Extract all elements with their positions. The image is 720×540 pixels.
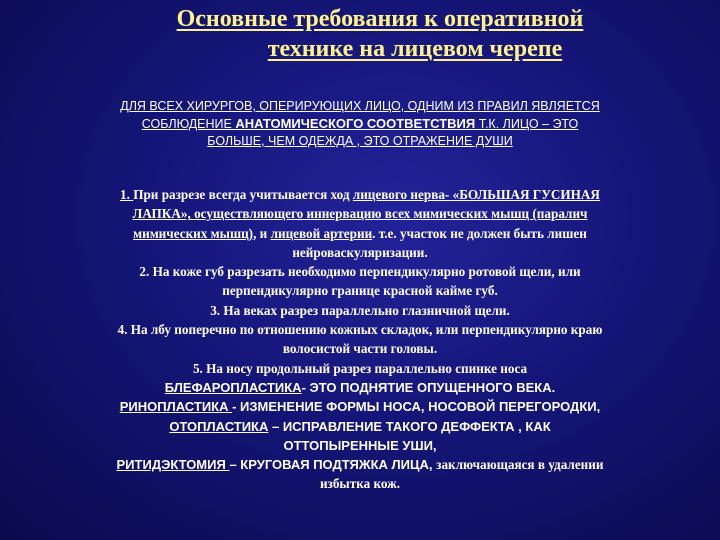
intro-line-2 [0,115,720,133]
title-line-2: технике на лицевом черепе [267,36,563,62]
rule-number: 1. [120,187,134,202]
definition-term: РИТИДЭКТОМИЯ [116,457,230,473]
definition-rhytidectomy-cont: избытка кож. [319,476,401,492]
rule-5: 5. На носу продольный разрез параллельно спинке носа [192,360,528,376]
rule-2-cont: перпендикулярно границе красной кайме губ. [222,283,498,299]
intro-text: Т.К. ЛИЦО – ЭТО [475,117,579,131]
definition-text: заключающаяся в удалении [436,457,604,473]
definition-otoplasty-cont: ОТТОПЫРЕННЫЕ УШИ, [283,437,437,453]
rule-term: лицевого нерва- «БОЛЬШАЯ ГУСИНАЯ [352,187,600,202]
rule-3: 3. На веках разрез параллельно глазничной щели. [210,302,510,318]
title-line-1: Основные требования к оперативной [176,6,584,32]
definition-term: БЛЕФАРОПЛАСТИКА [164,379,302,395]
definition-text: – КРУГОВАЯ ПОДТЯЖКА ЛИЦА, [229,457,437,473]
intro-line-3: БОЛЬШЕ, ЧЕМ ОДЕЖДА , ЭТО ОТРАЖЕНИЕ ДУШИ [207,134,513,148]
definition-blepharoplasty [6,378,714,397]
rule-term: мимических мышц) [133,225,254,241]
definition-otoplasty [6,417,714,436]
rule-text: . т.е. участок не должен быть лишен [372,225,587,241]
definition-text: - ИЗМЕНЕНИЕ ФОРМЫ НОСА, НОСОВОЙ ПЕРЕГОРОДКИ, [232,399,601,415]
rule-1-cont [6,204,714,223]
slide-title [0,4,720,64]
rule-2: 2. На коже губ разрезать необходимо перпендикулярно ротовой щели, или [139,264,581,280]
rule-1 [6,185,714,204]
rule-text: , и [253,225,271,241]
intro-highlight: АНАТОМИЧЕСКОГО СООТВЕТСТВИЯ [235,116,476,131]
intro-line-1: ДЛЯ ВСЕХ ХИРУРГОВ, ОПЕРИРУЮЩИХ ЛИЦО, ОДНИМ ИЗ ПРАВИЛ ЯВЛЯЕТСЯ [120,99,600,113]
definition-rhinoplasty [6,397,714,416]
intro-paragraph [0,98,720,150]
definition-text: – ИСПРАВЛЕНИЕ ТАКОГО ДЕФФЕКТА , КАК [268,418,551,434]
intro-text: СОБЛЮДЕНИЕ [141,117,236,131]
rule-1-cont: нейроваскуляризации. [292,244,428,260]
definition-rhytidectomy [6,455,714,474]
rule-1-cont [6,224,714,243]
definition-text: - ЭТО ПОДНЯТИЕ ОПУЩЕННОГО ВЕКА. [301,379,556,395]
rule-term: лицевой артерии [270,225,373,241]
rule-text: При разрезе всегда учитывается ход [133,187,353,202]
rule-4: 4. На лбу поперечно по отношению кожных складок, или перпендикулярно краю [117,322,603,338]
rules-list [6,185,714,494]
definition-term: ОТОПЛАСТИКА [169,418,269,434]
rule-term: ЛАПКА», осуществляющего иннервацию всех мимических мышц (паралич [132,206,588,222]
definition-term: РИНОПЛАСТИКА [119,399,233,415]
rule-4-cont: волосистой части головы. [282,341,438,357]
